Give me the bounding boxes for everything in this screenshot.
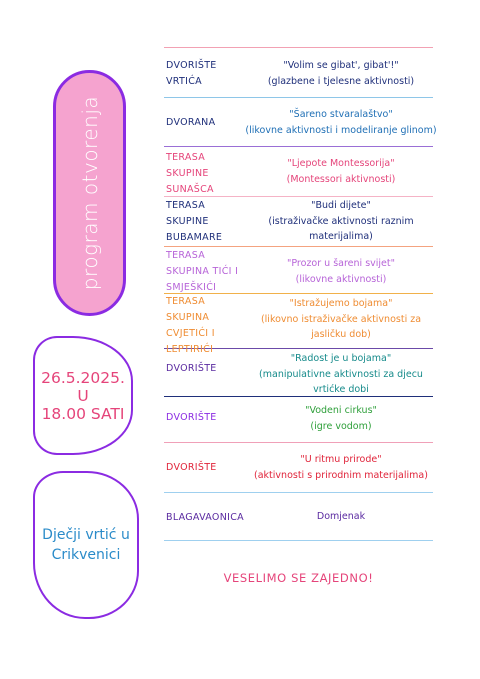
kindergarten-line-2: Crikvenici	[51, 547, 121, 563]
location-label: DVORIŠTE	[166, 462, 217, 473]
separator-line	[164, 540, 433, 541]
location-label: TERASA SKUPINA CVJETIĆI I LEPTIRIĆI	[166, 296, 215, 355]
separator-line	[164, 97, 433, 98]
activity-description: "Volim se gibat', gibat'!" (glazbene i tjelesne aktivnosti)	[267, 60, 415, 87]
activity-description: "Budi dijete" (istraživačke aktivnosti raznim materijalima)	[268, 200, 414, 242]
location-label: BLAGAVAONICA	[166, 512, 244, 523]
activity-description: Domjenak	[316, 511, 366, 522]
location-label: DVORIŠTE	[166, 412, 217, 423]
location-label: DVORANA	[166, 117, 216, 128]
location-label: DVORIŠTE VRTIĆA	[166, 60, 217, 87]
kindergarten-line-1: Dječji vrtić u	[42, 527, 130, 543]
activity-description: "Istražujemo bojama" (likovno istraživačke aktivnosti za jasličku dob)	[260, 298, 422, 340]
activity-description: "Vodeni cirkus" (igre vodom)	[305, 405, 377, 432]
kindergarten-badge	[33, 471, 139, 619]
activity-description: "U ritmu prirode" (aktivnosti s prirodnim materijalima)	[254, 454, 428, 481]
date-badge	[33, 336, 133, 455]
location-label: DVORIŠTE	[166, 363, 217, 374]
activity-description: "Šareno stvaralaštvo" (likovne aktivnosti i modeliranje glinom)	[245, 109, 437, 136]
closing-message: VESELIMO SE ZAJEDNO!	[223, 571, 374, 585]
separator-line	[164, 246, 433, 247]
program-title-pill	[53, 70, 126, 316]
separator-line	[164, 47, 433, 48]
location-label: TERASA SKUPINE SUNAŠCA	[166, 152, 214, 195]
activity-description: "Radost je u bojama" (manipulativne aktivnosti za djecu vrtićke dobi	[259, 353, 423, 395]
date-line-2: 18.00 SATI	[41, 404, 125, 423]
separator-line	[164, 442, 433, 443]
activity-description: "Ljepote Montessorija" (Montessori aktivnosti)	[286, 158, 396, 185]
location-label: TERASA SKUPINA TIĆI I SMJEŠKIĆI	[166, 250, 239, 293]
date-line-1: 26.5.2025. U	[41, 368, 125, 405]
location-label: TERASA SKUPINE BUBAMARE	[166, 200, 223, 243]
activity-description: "Prozor u šareni svijet" (likovne aktivnosti)	[287, 258, 395, 285]
separator-line	[164, 146, 433, 147]
program-title: program otvorenja	[77, 95, 102, 291]
separator-line	[164, 492, 433, 493]
